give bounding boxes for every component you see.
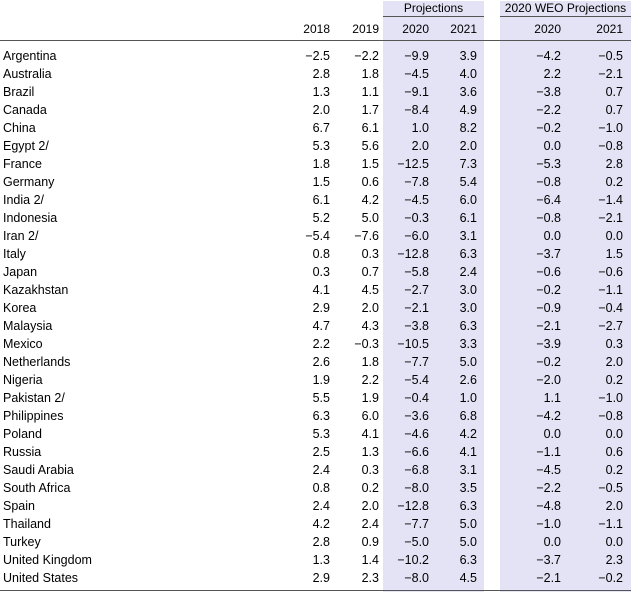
country-name: Italy <box>3 247 26 261</box>
value-2019: 5.0 <box>361 211 379 225</box>
value-2019: 2.2 <box>361 373 379 387</box>
country-name: Russia <box>3 445 42 459</box>
value-weo-2021: 2.0 <box>605 499 623 513</box>
country-name: Saudi Arabia <box>3 463 74 477</box>
value-weo-2021: −0.8 <box>598 139 623 153</box>
table-row <box>0 155 631 173</box>
value-weo-2020: 0.0 <box>543 427 561 441</box>
value-proj-2020: −10.2 <box>397 553 429 567</box>
value-weo-2021: −0.8 <box>598 409 623 423</box>
table-row <box>0 281 631 299</box>
value-weo-2021: −1.1 <box>598 517 623 531</box>
country-name: Philippines <box>3 409 64 423</box>
value-2018: −5.4 <box>305 229 330 243</box>
table-row <box>0 551 631 569</box>
value-weo-2020: −0.8 <box>536 211 561 225</box>
country-name: Korea <box>3 301 37 315</box>
value-weo-2021: −2.1 <box>598 211 623 225</box>
value-weo-2021: 0.3 <box>605 337 623 351</box>
value-proj-2020: 2.0 <box>411 139 429 153</box>
value-weo-2021: −1.0 <box>598 391 623 405</box>
value-weo-2021: 0.7 <box>605 85 623 99</box>
value-proj-2020: −7.7 <box>404 355 429 369</box>
value-weo-2020: −0.9 <box>536 301 561 315</box>
country-name: Netherlands <box>3 355 71 369</box>
value-2019: 1.3 <box>361 445 379 459</box>
value-proj-2021: 4.0 <box>459 67 477 81</box>
country-name: Nigeria <box>3 373 43 387</box>
value-weo-2021: −1.4 <box>598 193 623 207</box>
value-weo-2020: −5.3 <box>536 157 561 171</box>
value-weo-2021: −2.1 <box>598 67 623 81</box>
column-header-2018: 2018 <box>303 22 330 36</box>
value-2019: −0.3 <box>354 337 379 351</box>
table-row <box>0 119 631 137</box>
value-2019: 1.4 <box>361 553 379 567</box>
value-2018: 6.7 <box>312 121 330 135</box>
value-proj-2021: 1.0 <box>459 391 477 405</box>
value-weo-2020: −3.7 <box>536 247 561 261</box>
value-weo-2020: 2.2 <box>543 67 561 81</box>
value-proj-2021: 2.4 <box>459 265 477 279</box>
table-row <box>0 479 631 497</box>
value-proj-2021: 2.6 <box>459 373 477 387</box>
value-proj-2021: 3.1 <box>459 463 477 477</box>
value-weo-2021: 2.3 <box>605 553 623 567</box>
value-2018: 1.9 <box>312 373 330 387</box>
value-weo-2020: 0.0 <box>543 139 561 153</box>
value-proj-2021: 2.0 <box>459 139 477 153</box>
value-proj-2020: −2.7 <box>404 283 429 297</box>
value-weo-2021: −1.1 <box>598 283 623 297</box>
value-proj-2021: 8.2 <box>459 121 477 135</box>
value-2019: 1.7 <box>361 103 379 117</box>
value-2019: 0.7 <box>361 265 379 279</box>
table-row <box>0 515 631 533</box>
value-weo-2020: −3.8 <box>536 85 561 99</box>
country-name: Thailand <box>3 517 51 531</box>
country-name: Pakistan 2/ <box>3 391 65 405</box>
value-2018: 2.5 <box>312 445 330 459</box>
value-2018: −2.5 <box>305 49 330 63</box>
value-proj-2020: −8.4 <box>404 103 429 117</box>
value-weo-2021: 1.5 <box>605 247 623 261</box>
value-weo-2020: 0.0 <box>543 229 561 243</box>
value-2018: 1.3 <box>312 553 330 567</box>
value-weo-2020: −2.1 <box>536 319 561 333</box>
column-header-weo-2021: 2021 <box>596 22 623 36</box>
value-weo-2020: −0.2 <box>536 355 561 369</box>
value-2018: 2.4 <box>312 499 330 513</box>
column-header-proj-2021: 2021 <box>450 22 477 36</box>
value-2019: 4.2 <box>361 193 379 207</box>
projections-group-header: Projections <box>383 1 484 17</box>
value-2018: 2.8 <box>312 67 330 81</box>
value-proj-2020: −0.3 <box>404 211 429 225</box>
value-proj-2021: 5.4 <box>459 175 477 189</box>
table-body <box>0 47 631 587</box>
value-proj-2021: 4.5 <box>459 571 477 585</box>
value-2019: 4.1 <box>361 427 379 441</box>
value-proj-2021: 5.0 <box>459 535 477 549</box>
value-weo-2021: −2.7 <box>598 319 623 333</box>
value-weo-2020: −0.8 <box>536 175 561 189</box>
value-weo-2020: −6.4 <box>536 193 561 207</box>
value-2019: −2.2 <box>354 49 379 63</box>
value-proj-2020: −12.8 <box>397 247 429 261</box>
value-proj-2021: 7.3 <box>459 157 477 171</box>
value-weo-2020: −2.2 <box>536 103 561 117</box>
value-2018: 6.1 <box>312 193 330 207</box>
value-proj-2021: 6.0 <box>459 193 477 207</box>
value-proj-2021: 5.0 <box>459 517 477 531</box>
value-weo-2021: 0.2 <box>605 175 623 189</box>
country-name: South Africa <box>3 481 71 495</box>
value-proj-2021: 3.1 <box>459 229 477 243</box>
weo-group-header: 2020 WEO Projections <box>500 1 631 17</box>
value-proj-2020: −6.8 <box>404 463 429 477</box>
value-proj-2020: −4.6 <box>404 427 429 441</box>
value-2019: 1.8 <box>361 355 379 369</box>
table-row <box>0 299 631 317</box>
value-proj-2020: −10.5 <box>397 337 429 351</box>
value-weo-2020: −0.6 <box>536 265 561 279</box>
country-name: Australia <box>3 67 52 81</box>
value-weo-2021: 0.2 <box>605 373 623 387</box>
country-name: Kazakhstan <box>3 283 69 297</box>
value-proj-2020: −5.8 <box>404 265 429 279</box>
value-proj-2020: −2.1 <box>404 301 429 315</box>
country-name: Mexico <box>3 337 43 351</box>
country-name: Egypt 2/ <box>3 139 49 153</box>
table-row <box>0 65 631 83</box>
value-weo-2020: −0.2 <box>536 283 561 297</box>
value-2018: 4.1 <box>312 283 330 297</box>
value-proj-2020: −8.0 <box>404 571 429 585</box>
table-row <box>0 497 631 515</box>
value-weo-2021: −0.6 <box>598 265 623 279</box>
value-weo-2020: −2.0 <box>536 373 561 387</box>
table-row <box>0 47 631 65</box>
value-weo-2021: −1.0 <box>598 121 623 135</box>
value-2019: 0.3 <box>361 247 379 261</box>
country-name: Poland <box>3 427 42 441</box>
value-weo-2020: 0.0 <box>543 535 561 549</box>
value-2018: 0.8 <box>312 481 330 495</box>
table-row <box>0 101 631 119</box>
value-weo-2020: −4.8 <box>536 499 561 513</box>
country-name: China <box>3 121 36 135</box>
value-weo-2020: −4.5 <box>536 463 561 477</box>
value-2018: 5.5 <box>312 391 330 405</box>
value-2019: 4.3 <box>361 319 379 333</box>
value-weo-2021: 0.0 <box>605 229 623 243</box>
value-weo-2021: −0.4 <box>598 301 623 315</box>
column-header-weo-2020: 2020 <box>534 22 561 36</box>
country-name: Spain <box>3 499 35 513</box>
value-proj-2020: −12.8 <box>397 499 429 513</box>
value-proj-2021: 6.3 <box>459 319 477 333</box>
country-name: United Kingdom <box>3 553 92 567</box>
table-row <box>0 191 631 209</box>
value-proj-2020: −3.6 <box>404 409 429 423</box>
column-header-2019: 2019 <box>352 22 379 36</box>
value-proj-2020: −6.0 <box>404 229 429 243</box>
value-weo-2020: 1.1 <box>543 391 561 405</box>
value-weo-2021: −0.2 <box>598 571 623 585</box>
value-2019: 0.2 <box>361 481 379 495</box>
value-weo-2020: −1.0 <box>536 517 561 531</box>
value-weo-2020: −3.7 <box>536 553 561 567</box>
value-proj-2020: −8.0 <box>404 481 429 495</box>
value-2018: 5.3 <box>312 139 330 153</box>
value-proj-2020: −7.7 <box>404 517 429 531</box>
value-2018: 2.8 <box>312 535 330 549</box>
value-weo-2021: 2.0 <box>605 355 623 369</box>
bottom-rule <box>0 590 631 591</box>
value-proj-2020: −4.5 <box>404 67 429 81</box>
value-proj-2020: −4.5 <box>404 193 429 207</box>
value-proj-2020: −5.4 <box>404 373 429 387</box>
country-name: France <box>3 157 42 171</box>
table-row <box>0 173 631 191</box>
value-2018: 6.3 <box>312 409 330 423</box>
country-name: Canada <box>3 103 47 117</box>
table-row <box>0 245 631 263</box>
value-2018: 2.6 <box>312 355 330 369</box>
country-name: Germany <box>3 175 55 189</box>
table-row <box>0 137 631 155</box>
value-2019: 5.6 <box>361 139 379 153</box>
value-weo-2020: −0.2 <box>536 121 561 135</box>
value-proj-2020: −5.0 <box>404 535 429 549</box>
value-proj-2020: −7.8 <box>404 175 429 189</box>
table-row <box>0 407 631 425</box>
value-2018: 2.9 <box>312 301 330 315</box>
country-name: Brazil <box>3 85 35 99</box>
table-row <box>0 83 631 101</box>
value-2018: 2.9 <box>312 571 330 585</box>
value-proj-2021: 6.1 <box>459 211 477 225</box>
value-weo-2020: −2.2 <box>536 481 561 495</box>
table-row <box>0 317 631 335</box>
value-2018: 1.3 <box>312 85 330 99</box>
value-proj-2021: 4.2 <box>459 427 477 441</box>
value-2019: 4.5 <box>361 283 379 297</box>
table-row <box>0 389 631 407</box>
header-rule <box>0 40 631 41</box>
value-proj-2020: 1.0 <box>411 121 429 135</box>
value-2019: 2.3 <box>361 571 379 585</box>
value-weo-2021: 0.2 <box>605 463 623 477</box>
value-2019: 1.8 <box>361 67 379 81</box>
value-2018: 2.0 <box>312 103 330 117</box>
value-2018: 5.2 <box>312 211 330 225</box>
value-proj-2021: 3.9 <box>459 49 477 63</box>
country-name: India 2/ <box>3 193 45 207</box>
table-row <box>0 371 631 389</box>
value-weo-2020: −3.9 <box>536 337 561 351</box>
value-2018: 1.8 <box>312 157 330 171</box>
country-name: Iran 2/ <box>3 229 39 243</box>
value-weo-2021: −0.5 <box>598 49 623 63</box>
value-2019: 0.3 <box>361 463 379 477</box>
table-row <box>0 425 631 443</box>
value-weo-2021: −0.5 <box>598 481 623 495</box>
value-2019: 0.6 <box>361 175 379 189</box>
table-row <box>0 461 631 479</box>
value-proj-2021: 4.1 <box>459 445 477 459</box>
value-proj-2021: 5.0 <box>459 355 477 369</box>
value-2019: 1.9 <box>361 391 379 405</box>
table-row <box>0 353 631 371</box>
value-proj-2020: −12.5 <box>397 157 429 171</box>
country-name: Japan <box>3 265 38 279</box>
value-proj-2021: 6.3 <box>459 247 477 261</box>
value-proj-2021: 6.3 <box>459 499 477 513</box>
value-proj-2020: −3.8 <box>404 319 429 333</box>
column-header-proj-2020: 2020 <box>402 22 429 36</box>
value-2018: 1.5 <box>312 175 330 189</box>
value-proj-2021: 3.0 <box>459 283 477 297</box>
country-name: Malaysia <box>3 319 53 333</box>
table-row <box>0 263 631 281</box>
value-2019: 1.1 <box>361 85 379 99</box>
value-weo-2021: 0.6 <box>605 445 623 459</box>
country-name: United States <box>3 571 79 585</box>
value-weo-2020: −4.2 <box>536 49 561 63</box>
value-proj-2020: −9.1 <box>404 85 429 99</box>
value-2018: 0.8 <box>312 247 330 261</box>
value-weo-2021: 0.0 <box>605 427 623 441</box>
value-2019: 2.0 <box>361 301 379 315</box>
value-2018: 2.4 <box>312 463 330 477</box>
table-row <box>0 335 631 353</box>
table-row <box>0 209 631 227</box>
value-proj-2021: 3.0 <box>459 301 477 315</box>
value-2019: 0.9 <box>361 535 379 549</box>
value-proj-2021: 3.5 <box>459 481 477 495</box>
value-proj-2020: −6.6 <box>404 445 429 459</box>
value-2018: 5.3 <box>312 427 330 441</box>
value-weo-2021: 2.8 <box>605 157 623 171</box>
value-2018: 0.3 <box>312 265 330 279</box>
table-row <box>0 443 631 461</box>
value-2019: −7.6 <box>354 229 379 243</box>
value-2018: 2.2 <box>312 337 330 351</box>
value-proj-2021: 3.3 <box>459 337 477 351</box>
value-proj-2020: −9.9 <box>404 49 429 63</box>
value-2019: 2.4 <box>361 517 379 531</box>
value-2019: 2.0 <box>361 499 379 513</box>
country-name: Argentina <box>3 49 57 63</box>
table-row <box>0 569 631 587</box>
value-2019: 6.0 <box>361 409 379 423</box>
country-name: Indonesia <box>3 211 58 225</box>
country-name: Turkey <box>3 535 41 549</box>
value-weo-2020: −4.2 <box>536 409 561 423</box>
value-proj-2021: 4.9 <box>459 103 477 117</box>
value-weo-2021: 0.7 <box>605 103 623 117</box>
value-2019: 1.5 <box>361 157 379 171</box>
value-2019: 6.1 <box>361 121 379 135</box>
value-proj-2020: −0.4 <box>404 391 429 405</box>
value-proj-2021: 3.6 <box>459 85 477 99</box>
value-proj-2021: 6.8 <box>459 409 477 423</box>
table-row <box>0 227 631 245</box>
value-2018: 4.7 <box>312 319 330 333</box>
value-proj-2021: 6.3 <box>459 553 477 567</box>
value-weo-2020: −2.1 <box>536 571 561 585</box>
table-row <box>0 533 631 551</box>
value-weo-2020: −1.1 <box>536 445 561 459</box>
value-weo-2021: 0.0 <box>605 535 623 549</box>
value-2018: 4.2 <box>312 517 330 531</box>
